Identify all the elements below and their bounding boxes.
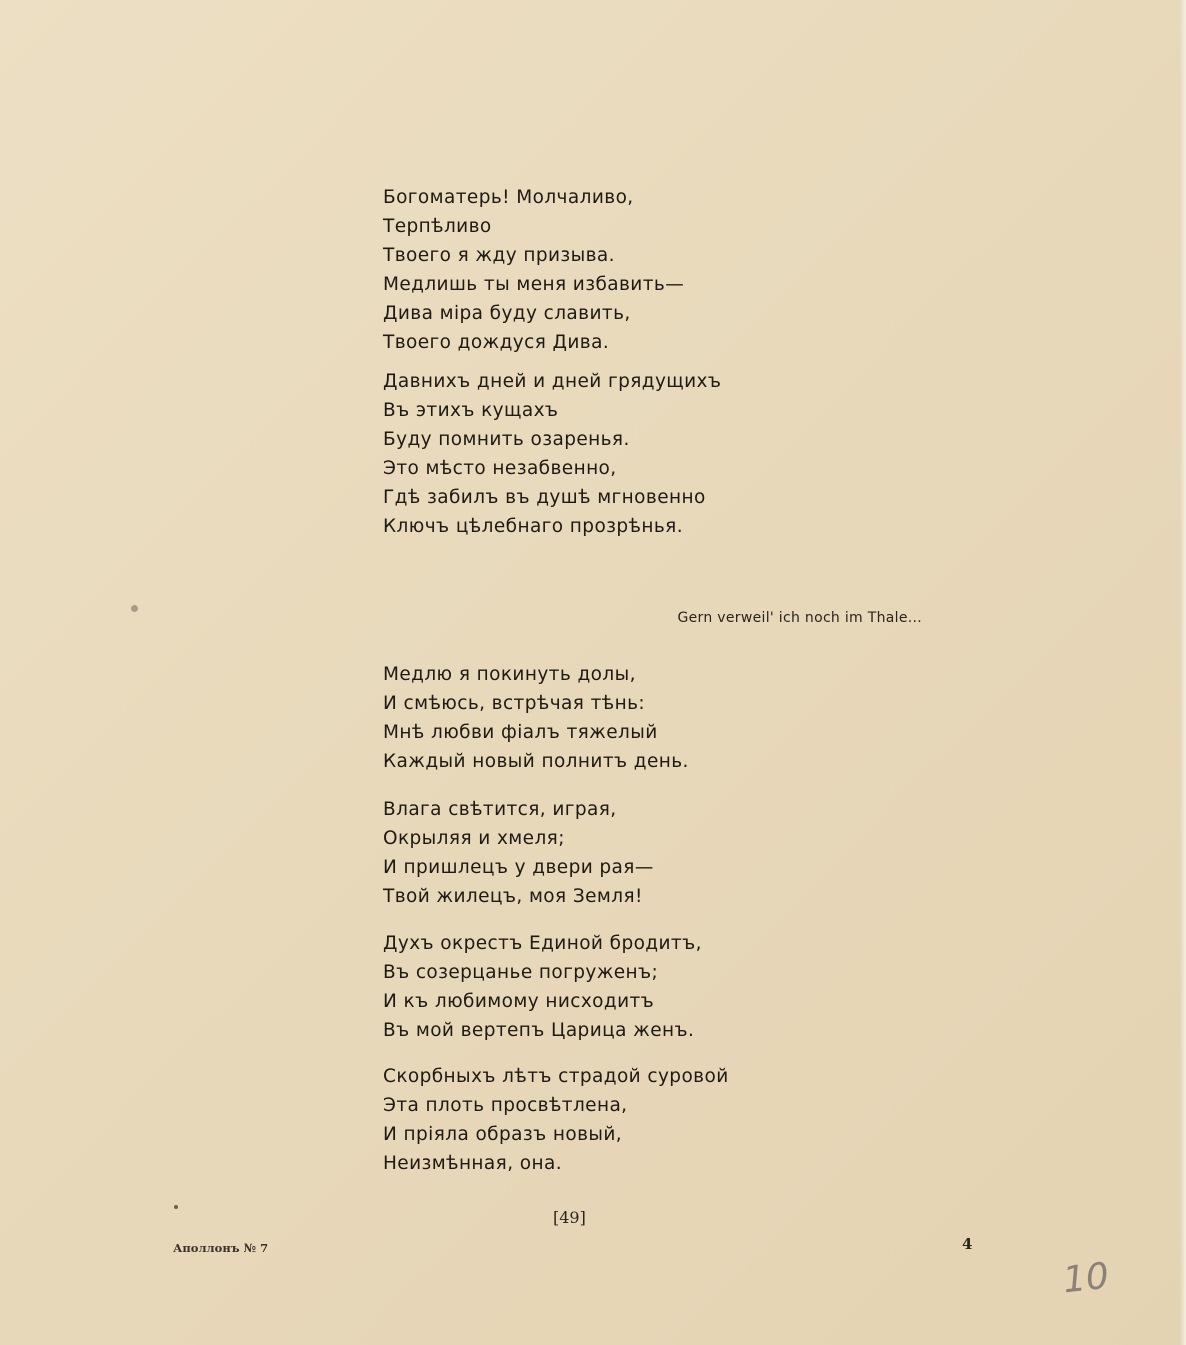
poem-line: Терпѣливо — [383, 216, 492, 237]
poem-line: И къ любимому нисходитъ — [383, 991, 655, 1012]
poem-line: Эта плоть просвѣтлена, — [383, 1095, 628, 1116]
poem-line: Духъ окрестъ Единой бродитъ, — [383, 933, 702, 954]
signature-number: 4 — [962, 1235, 973, 1253]
poem-line: Окрыляя и хмеля; — [383, 828, 565, 849]
poem-line: И пріяла образъ новый, — [383, 1124, 623, 1145]
poem-line: Въ мой вертепъ Царица женъ. — [383, 1020, 695, 1041]
poem-line: Неизмѣнная, она. — [383, 1153, 562, 1174]
stanza-6 — [383, 1062, 729, 1178]
stanza-3 — [383, 660, 689, 776]
poem-line: Буду помнить озаренья. — [383, 429, 630, 450]
poem-line: Гдѣ забилъ въ душѣ мгновенно — [383, 487, 706, 508]
stanza-1 — [383, 183, 684, 357]
stanza-5 — [383, 929, 702, 1045]
ink-speck — [174, 1205, 178, 1209]
journal-mark: Аполлонъ № 7 — [173, 1241, 269, 1255]
stanza-4 — [383, 795, 654, 911]
poem-line: Твоего дождуся Дива. — [383, 332, 610, 353]
poem-line: Влага свѣтится, играя, — [383, 799, 617, 820]
poem-line: Каждый новый полнитъ день. — [383, 751, 689, 772]
stanza-2 — [383, 367, 721, 541]
poem-line: Медлю я покинуть долы, — [383, 664, 636, 685]
poem-line: Медлишь ты меня избавить— — [383, 274, 685, 295]
poem-line: Въ этихъ кущахъ — [383, 400, 559, 421]
poem-line: Твоего я жду призыва. — [383, 245, 615, 266]
poem-line: И смѣюсь, встрѣчая тѣнь: — [383, 693, 646, 714]
poem-line: И пришлецъ у двери рая— — [383, 857, 654, 878]
epigraph: Gern verweil' ich noch im Thale... — [677, 610, 922, 626]
poem-line: Ключъ цѣлебнаго прозрѣнья. — [383, 516, 683, 537]
page-edge — [1180, 0, 1186, 1345]
paper-speck — [131, 605, 138, 612]
poem-line: Дива міра буду славить, — [383, 303, 631, 324]
poem-line: Мнѣ любви фіалъ тяжелый — [383, 722, 658, 743]
archive-number: 10 — [1060, 1255, 1111, 1302]
poem-line: Въ созерцанье погруженъ; — [383, 962, 659, 983]
page-number: [49] — [553, 1208, 586, 1227]
poem-line: Давнихъ дней и дней грядущихъ — [383, 371, 722, 392]
poem-line: Твой жилецъ, моя Земля! — [383, 886, 643, 907]
poem-line: Богоматерь! Молчаливо, — [383, 187, 634, 208]
poem-line: Это мѣсто незабвенно, — [383, 458, 617, 479]
poem-line: Скорбныхъ лѣтъ страдой суровой — [383, 1066, 729, 1087]
